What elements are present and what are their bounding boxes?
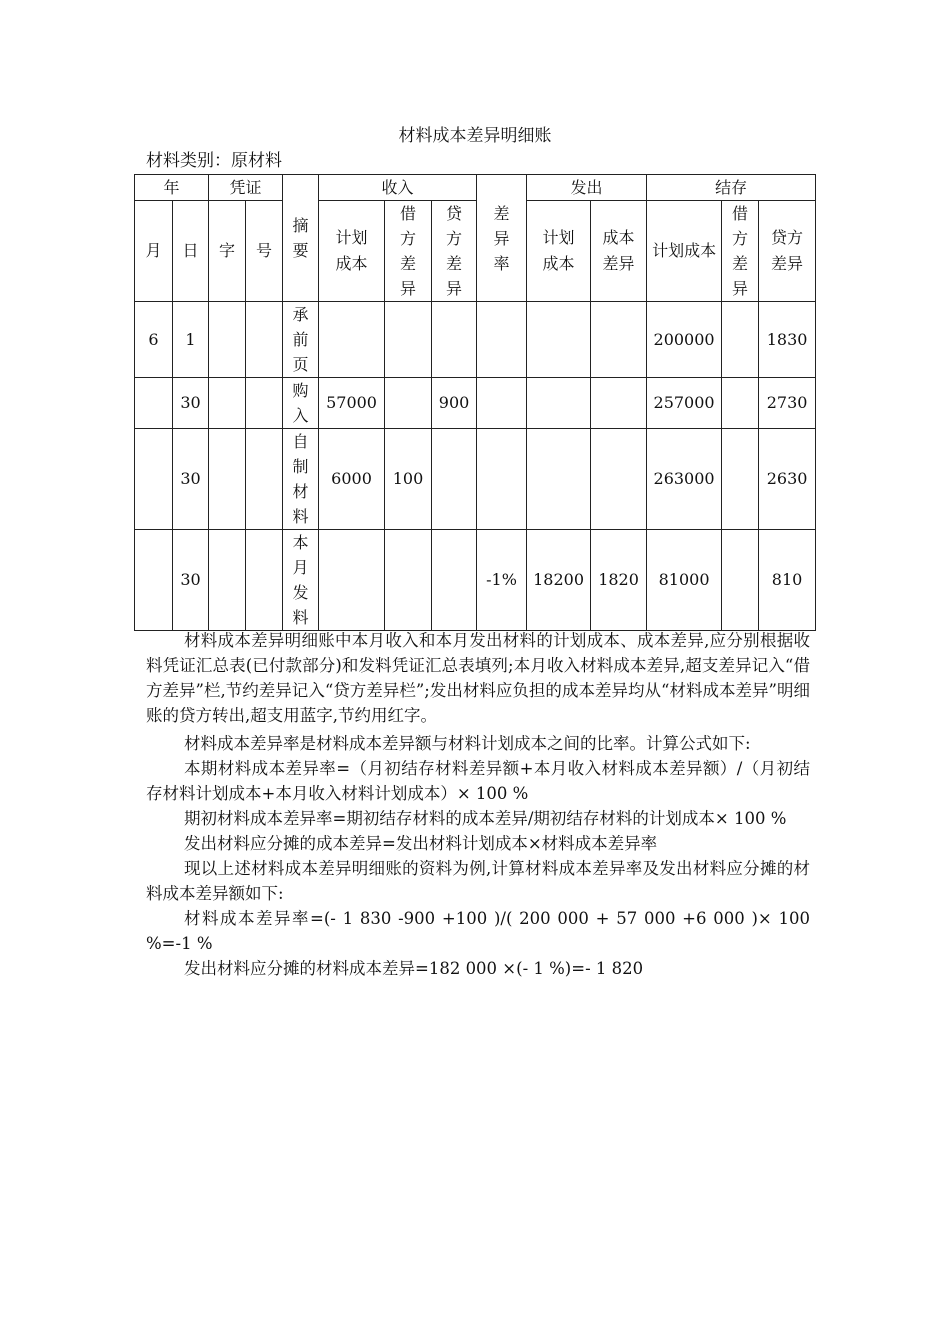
cell-income-credit [432,302,477,378]
cell-balance-plan: 257000 [647,378,722,429]
cell-issue-plan [527,302,591,378]
paragraph: 材料成本差异明细账中本月收入和本月发出材料的计划成本、成本差异,应分别根据收料凭证汇总表(已付款部分)和发料凭证汇总表填列;本月收入材料成本差异,超支差异记入“借方差异”栏,节约差异记入“贷方差异栏”;发出材料应负担的成本差异均从“材料成本差异”明细账的贷方转出,超支用蓝字,节约用红字。 [146,631,810,725]
cell-issue-diff [591,302,647,378]
cell-issue-plan: 18200 [527,530,591,631]
cell-balance-plan: 263000 [647,429,722,530]
cell-hao [246,429,283,530]
cell-balance-credit: 2730 [759,378,816,429]
cell-month [135,429,173,530]
header-issue-cost-diff: 成本差异 [591,201,647,302]
cell-issue-diff: 1820 [591,530,647,631]
cell-rate [477,378,527,429]
cell-day: 30 [173,429,209,530]
calculation-paragraph: 发出材料应分摊的材料成本差异=182 000 ×(- 1 %)=- 1 820 [184,959,644,978]
header-hao: 号 [246,201,283,302]
header-income: 收入 [319,175,477,201]
cell-balance-credit: 2630 [759,429,816,530]
cell-issue-plan [527,378,591,429]
table-row [135,378,816,429]
cell-income-plan: 6000 [319,429,385,530]
header-variance-rate: 差异率 [477,175,527,302]
cell-balance-debit [722,378,759,429]
cell-month [135,530,173,631]
cell-income-credit: 900 [432,378,477,429]
cost-variance-ledger-table [134,174,816,631]
table-row [135,302,816,378]
formula-paragraph: 发出材料应分摊的成本差异=发出材料计划成本×材料成本差异率 [184,834,658,853]
cell-balance-plan: 200000 [647,302,722,378]
header-issue-plan-cost: 计划成本 [527,201,591,302]
cell-balance-plan: 81000 [647,530,722,631]
cell-issue-diff [591,429,647,530]
header-balance-credit: 贷方差异 [759,201,816,302]
cell-summary: 自制材料 [283,429,319,530]
cell-issue-plan [527,429,591,530]
calculation-paragraph: 材料成本差异率=(- 1 830 -900 +100 )/( 200 000 + 57 000 +6 000 )× 100 %=-1 % [146,909,810,953]
cell-rate [477,429,527,530]
cell-income-debit: 100 [385,429,432,530]
cell-hao [246,530,283,631]
cell-summary: 购入 [283,378,319,429]
header-issue: 发出 [527,175,647,201]
paragraph: 现以上述材料成本差异明细账的资料为例,计算材料成本差异率及发出材料应分摊的材料成本差异额如下: [146,859,810,903]
cell-balance-debit [722,429,759,530]
cell-month: 6 [135,302,173,378]
cell-balance-debit [722,530,759,631]
cell-income-plan [319,302,385,378]
header-year: 年 [135,175,209,201]
table-row [135,429,816,530]
cell-income-plan [319,530,385,631]
cell-balance-debit [722,302,759,378]
material-category-label: 材料类别：原材料 [146,151,282,171]
cell-income-credit [432,429,477,530]
cell-income-debit [385,378,432,429]
cell-balance-credit: 810 [759,530,816,631]
cell-summary: 承前页 [283,302,319,378]
cell-income-credit [432,530,477,631]
cell-income-plan: 57000 [319,378,385,429]
cell-zi [209,530,246,631]
header-balance-debit: 借方差异 [722,201,759,302]
header-summary: 摘要 [283,175,319,302]
header-zi: 字 [209,201,246,302]
header-income-plan-cost: 计划成本 [319,201,385,302]
header-day: 日 [173,201,209,302]
formula-paragraph: 本期材料成本差异率=（月初结存材料差异额+本月收入材料成本差异额）/（月初结存材料计划成本+本月收入材料计划成本）× 100 % [146,759,810,803]
header-balance: 结存 [647,175,816,201]
header-income-debit: 借方差异 [385,201,432,302]
cell-day: 1 [173,302,209,378]
cell-hao [246,378,283,429]
cell-income-debit [385,530,432,631]
explanation-text [146,628,810,981]
paragraph: 材料成本差异率是材料成本差异额与材料计划成本之间的比率。计算公式如下: [184,734,751,753]
cell-zi [209,429,246,530]
header-voucher: 凭证 [209,175,283,201]
cell-day: 30 [173,378,209,429]
page-title: 材料成本差异明细账 [398,126,552,146]
formula-paragraph: 期初材料成本差异率=期初结存材料的成本差异/期初结存材料的计划成本× 100 % [184,809,787,828]
cell-zi [209,378,246,429]
cell-rate [477,302,527,378]
cell-issue-diff [591,378,647,429]
cell-rate: -1% [477,530,527,631]
cell-summary: 本月发料 [283,530,319,631]
cell-hao [246,302,283,378]
cell-month [135,378,173,429]
header-balance-plan-cost: 计划成本 [647,201,722,302]
cell-zi [209,302,246,378]
header-month: 月 [135,201,173,302]
cell-day: 30 [173,530,209,631]
header-income-credit: 贷方差异 [432,201,477,302]
cell-balance-credit: 1830 [759,302,816,378]
cell-income-debit [385,302,432,378]
table-row [135,530,816,631]
